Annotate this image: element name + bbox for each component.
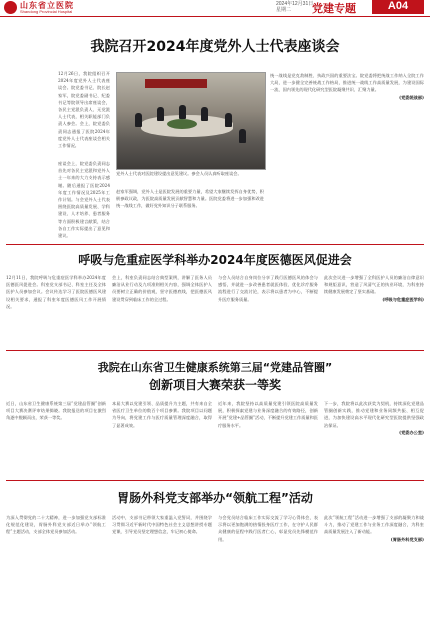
article4-col2-text: 活动中，支部书记带领大家重温入党誓词，并围绕学习贯彻习近平新时代中国特色社会主义思想讲授专题党课，引导党员坚定理想信念，牢记初心使命。 <box>112 515 212 535</box>
article2-col4-text: 此次会议进一步增强了全科医护人员的廉洁自律意识和规矩意识，营造了风清气正的执业环境，为科室持续健康发展奠定了坚实基础。 <box>324 275 424 295</box>
article4-col1 <box>6 514 106 614</box>
hospital-logo-icon <box>4 1 17 14</box>
article1-col4 <box>270 72 424 230</box>
article1-col2 <box>58 160 110 250</box>
masthead <box>0 0 430 17</box>
article2-col3 <box>218 274 318 346</box>
article1-col2-text: 座谈会上，院党委负责同志首先对各民主党派和党外人士一年来的大力支持表示感谢。随后通报了医院2024年度工作情况及2025年工作计划。与会党外人士代表围绕医院高质量发展、学科建设、人才培养、患者服务等方面积极建言献策，结合各自工作实际提出了意见和建议。 <box>58 161 110 239</box>
masthead-date-line2: 星期二 <box>276 7 292 13</box>
article4-col1-text: 为深入贯彻党的二十大精神，进一步加强党支部标准化规范化建设，胃肠外科党支部近日举办“领航工程”主题活动，支部全体党员参加活动。 <box>6 515 106 535</box>
article2-sign: (呼吸与危重症医学科) <box>382 296 424 302</box>
meeting-photo <box>116 72 266 170</box>
article3-col1 <box>6 400 106 472</box>
page-number: A04 <box>372 0 424 14</box>
photo-person <box>135 113 142 127</box>
photo-person <box>179 105 186 119</box>
photo-plant <box>167 119 197 129</box>
article4-col4-text: 此次“领航工程”活动进一步增强了支部的凝聚力和战斗力，推动了党建工作与业务工作深度融合，为科室高质量发展注入了新动能。 <box>324 515 424 535</box>
article4-sign: (胃肠外科党支部) <box>390 536 424 542</box>
article3-headline1: 我院在山东省卫生健康系统第三届“党建品管圈” <box>97 361 333 374</box>
article3-col4-text: 下一步，我院将以此次获奖为契机，持续深化党建品管圈创新实践，推动党建和业务同频共振、相互促进，为加快建设高水平现代化研究型医院提供坚强政治保证。 <box>324 401 424 428</box>
article2-col1-text: 12月11日，我院呼吸与危重症医学科举办2024年度医德医风促进会。科室党支部书记、科室主任及全体医护人员参加会议。会议传达学习了医院医德医风建设相关要求，通报了科室年度医德医风工作开展情况。 <box>6 275 106 309</box>
article3-col3 <box>218 400 318 472</box>
photo-person <box>157 107 164 121</box>
divider <box>6 244 424 245</box>
article1-headline: 我院召开2024年度党外人士代表座谈会 <box>90 39 340 55</box>
article1-col3 <box>116 188 264 240</box>
article3-sign: (党委办公室) <box>399 429 424 435</box>
masthead-name: 山东省立医院 <box>20 0 74 10</box>
article4-col3-text: 与会党员结合临床工作实际交流了学习心得体会，表示将以更加饱满的热情投身医疗工作，在守护人民群众健康的征程中践行医者仁心，彰显党员先锋模范作用。 <box>218 515 318 542</box>
article3-col2 <box>112 400 212 472</box>
article2-col4 <box>324 274 424 346</box>
article3-col1-text: 近日，山东省卫生健康系统第三届“党建品管圈”创新项目大赛决赛评审结果揭晓。我院报送的项目在激烈角逐中脱颖而出，荣获一等奖。 <box>6 401 106 421</box>
article1-sign: (党委统战部) <box>399 94 424 100</box>
article1-photo-caption-text: 党外人士代表对医院建设提出意见建议。参会人员认真听取座谈会。 <box>116 171 242 176</box>
article1-photo-caption <box>116 170 264 186</box>
article2-col2 <box>112 274 212 346</box>
article4-col4 <box>324 514 424 614</box>
masthead-name-en: Shandong Provincial Hospital <box>20 9 73 14</box>
article3-headline2: 创新项目大赛荣获一等奖 <box>148 378 281 392</box>
article4-col3 <box>218 514 318 614</box>
divider <box>6 480 424 481</box>
photo-person <box>201 107 208 121</box>
photo-person <box>225 113 232 127</box>
photo-person <box>239 129 246 143</box>
masthead-date <box>276 1 313 13</box>
article3-col3-text: 近年来，我院坚持以高质量党建引领医院高质量发展，积极探索党建与业务深度融合的有效路径，创新开展“党建+品管圈”活动，不断提升党建工作质量和医疗服务水平。 <box>218 401 318 428</box>
article4-col2 <box>112 514 212 614</box>
divider <box>6 350 424 351</box>
article4-headline: 胃肠外科党支部举办“领航工程”活动 <box>117 491 313 505</box>
article2-col2-text: 会上，科室负责同志结合典型案例，讲解了医务人员廉洁从业行动及九项准则相关内容，强调全体医护人员要树立正确的价值观，坚守医德底线，把医德医风建设贯穿到临床工作的全过程。 <box>112 275 212 302</box>
article1-col1-text: 12月26日，我院组织召开2024年度党外人士代表座谈会。院党委书记、院长赵家军，院党委副书记、纪委书记等院领导出席座谈会，各民主党派负责人、无党派人士代表，相关职能部门负责人参会。会上，院党委负责同志通报了医院2024年度党外人士代表座谈会相关工作情况。 <box>58 71 110 149</box>
article2-col3-text: 与会人员结合自身岗位分享了践行医德医风的体会与感悟，并就进一步改善患者就医体验、优化诊疗服务流程进行了交流讨论，表示将以患者为中心，不断提升医疗服务质量。 <box>218 275 318 302</box>
photo-banner <box>145 79 207 88</box>
article3-col4 <box>324 400 424 472</box>
article2-col1 <box>6 274 106 346</box>
article1-col4-text: 统一战线是党克敌制胜、执政兴国的重要法宝。院党委将把统战工作纳入全院工作大局，进一步健全完善统战工作格局，推进统一战线工作高质量发展，为建设国际一流、国内领先的现代化研究型医院凝聚共识、汇聚力量。 <box>270 73 424 93</box>
article3-col2-text: 本届大赛以党建引领、品质提升为主题，共有来自全省医疗卫生单位的数百个项目参赛。我院项目以问题为导向，将党建工作与医疗质量管理深度融合，取得了显著成效。 <box>112 401 212 428</box>
article1-col3-text: 赵家军强调，党外人士是医院发展的重要力量，希望大家继续发挥自身优势，积极参政议政，为医院高质量发展贡献智慧和力量。医院党委将进一步加强和改进统一战线工作，做好党外知识分子联系服务。 <box>116 189 264 209</box>
article2-headline: 呼吸与危重症医学科举办2024年度医德医风促进会 <box>78 253 352 267</box>
masthead-date-line1: 2024年12月31日 <box>276 1 314 7</box>
section-title: 党建专题 <box>312 2 356 15</box>
